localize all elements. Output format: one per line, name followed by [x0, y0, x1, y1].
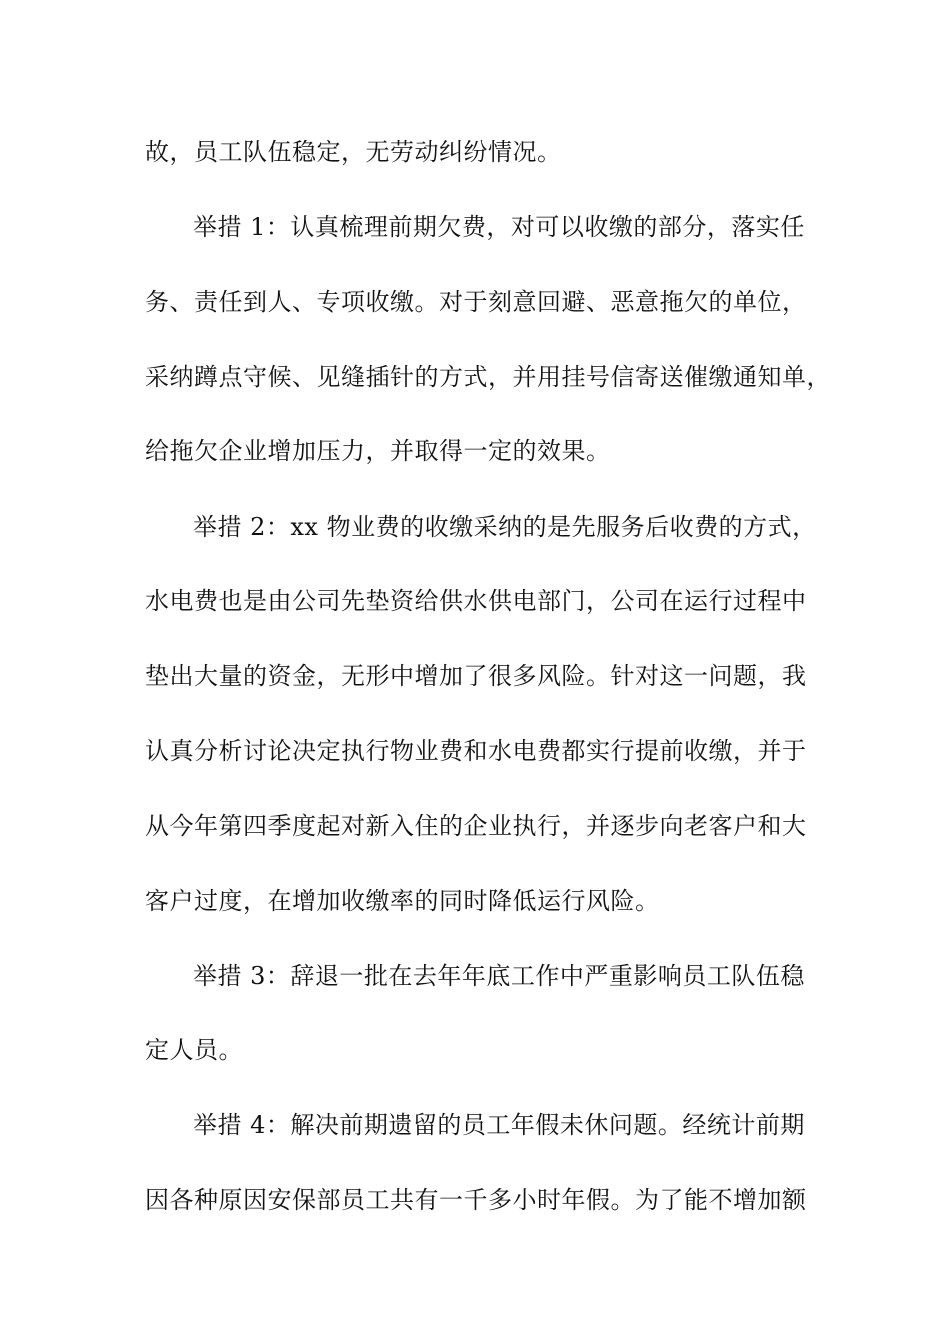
text-line: 水电费也是由公司先垫资给供水供电部门，公司在运行过程中	[145, 587, 807, 615]
text-line: 举措 2：xx 物业费的收缴采纳的是先服务后收费的方式，	[193, 513, 817, 541]
text-line: 给拖欠企业增加压力，并取得一定的效果。	[145, 437, 611, 465]
text-line: 采纳蹲点守候、见缝插针的方式，并用挂号信寄送催缴通知单，	[145, 363, 831, 391]
text-line: 务、责任到人、专项收缴。对于刻意回避、恶意拖欠的单位，	[145, 288, 807, 316]
text-line: 从今年第四季度起对新入住的企业执行，并逐步向老客户和大	[145, 812, 807, 840]
text-line: 举措 4：解决前期遗留的员工年假未休问题。经统计前期	[193, 1111, 805, 1139]
text-line: 举措 3：辞退一批在去年年底工作中严重影响员工队伍稳	[193, 962, 805, 990]
text-line: 举措 1：认真梳理前期欠费，对可以收缴的部分，落实任	[193, 213, 805, 241]
text-line: 故，员工队伍稳定，无劳动纠纷情况。	[145, 138, 562, 166]
text-line: 客户过度，在增加收缴率的同时降低运行风险。	[145, 887, 660, 915]
text-line: 定人员。	[145, 1036, 243, 1064]
text-line: 垫出大量的资金，无形中增加了很多风险。针对这一问题，我	[145, 662, 807, 690]
text-line: 认真分析讨论决定执行物业费和水电费都实行提前收缴，并于	[145, 737, 807, 765]
text-line: 因各种原因安保部员工共有一千多小时年假。为了能不增加额	[145, 1186, 807, 1214]
